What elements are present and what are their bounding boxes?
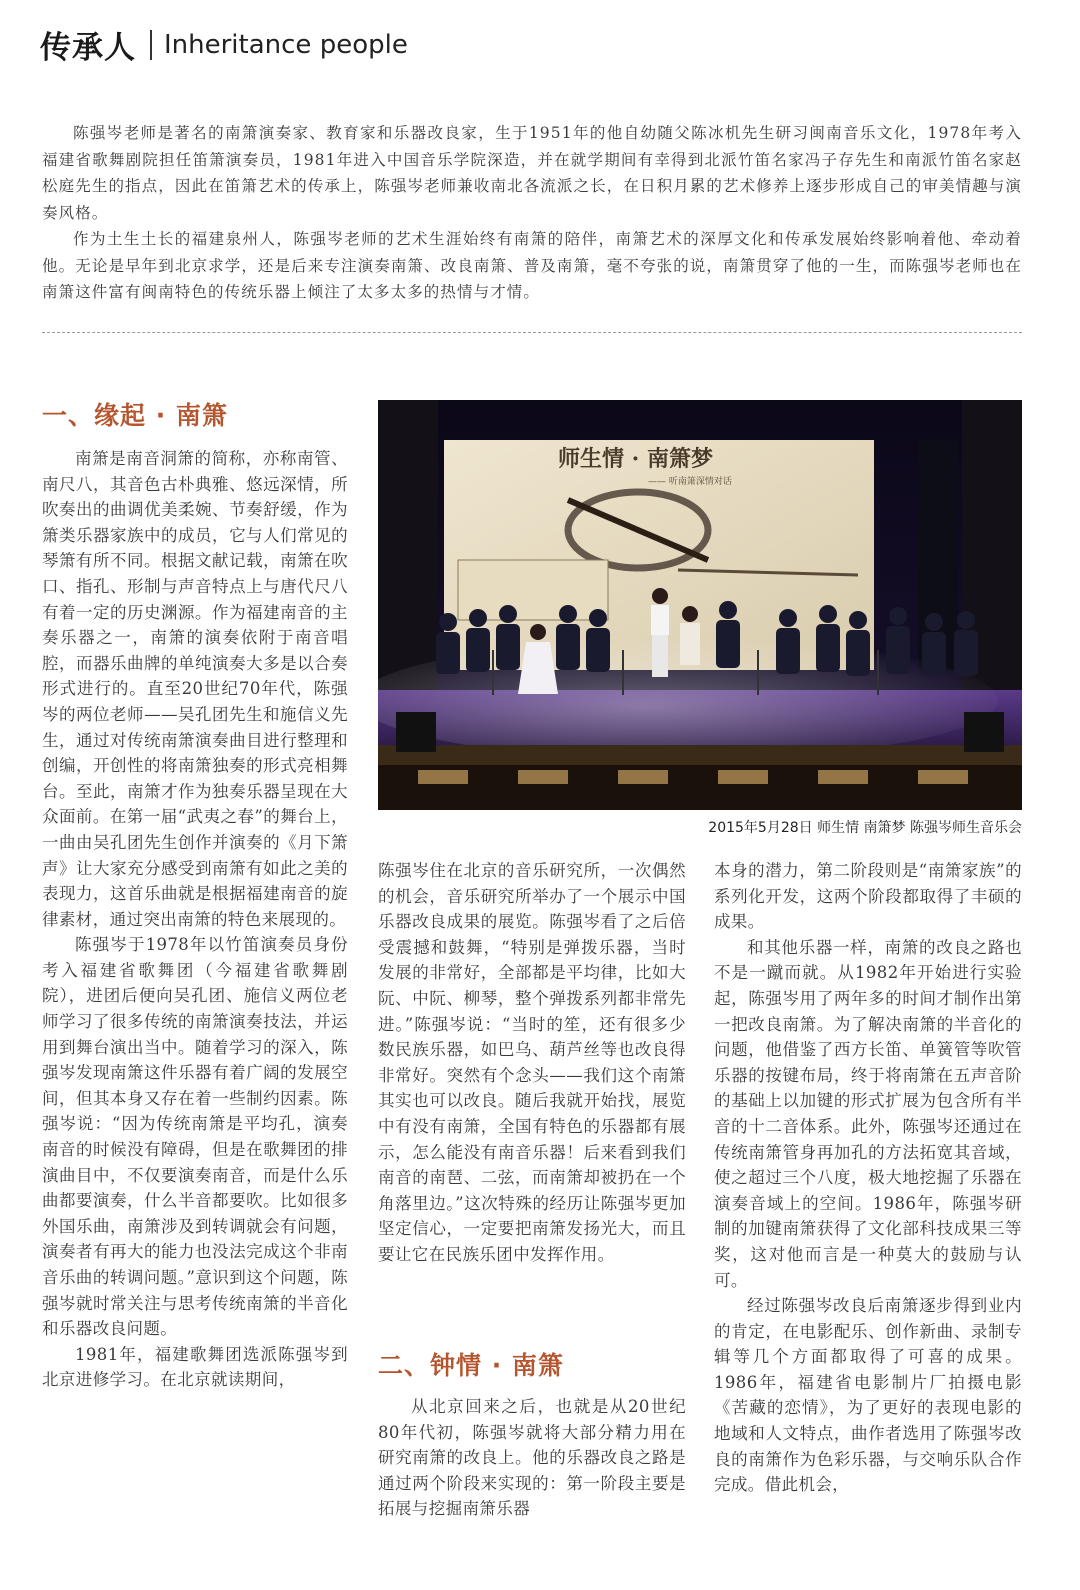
- body-paragraph: 本身的潜力，第二阶段则是“南箫家族”的系列化开发，这两个阶段都取得了丰硕的成果。: [714, 861, 1022, 932]
- body-paragraph: 从北京回来之后，也就是从20世纪80年代初，陈强岑就将大部分精力用在研究南箫的改良上。他的乐器改良之路是通过两个阶段来实现的：第一阶段主要是拓展与挖掘南箫乐器: [378, 1397, 686, 1519]
- header-separator: [150, 30, 152, 60]
- column-1: [42, 446, 348, 1536]
- dashed-divider: [42, 332, 1022, 333]
- photo-caption: 2015年5月28日 师生情 南箫梦 陈强岑师生音乐会: [708, 820, 1022, 836]
- intro-block: [42, 120, 1022, 306]
- header-title-en: Inheritance people: [164, 29, 408, 60]
- concert-photo-illustration: [378, 400, 1022, 810]
- column-2-section-2: [378, 1394, 686, 1534]
- body-paragraph: 经过陈强岑改良后南箫逐步得到业内的肯定，在电影配乐、创作新曲、录制专辑等几个方面都取得了可喜的成果。1986年，福建省电影制片厂拍摄电影《苦藏的恋情》，为了更好的表现电影的地域和人文特点，曲作者选用了陈强岑改良的南箫作为色彩乐器，与交响乐队合作完成。借此机会，: [714, 1296, 1022, 1495]
- body-paragraph: 陈强岑于1978年以竹笛演奏员身份考入福建省歌舞团（今福建省歌舞剧院），进团后便向吴孔团、施信义两位老师学习了很多传统的南箫演奏技法，并运用到舞台演出当中。随着学习的深入，陈强岑发现南箫这件乐器有着广阔的发展空间，但其本身又存在着一些制约因素。陈强岑说：“因为传统南箫是平均孔，演奏南音的时候没有障碍，但是在歌舞团的排演曲目中，不仅要演奏南音，而是什么乐曲都要演奏，什么半音都要吹。比如很多外国乐曲，南箫涉及到转调就会有问题，演奏者有再大的能力也没法完成这个非南音乐曲的转调问题。”意识到这个问题，陈强岑就时常关注与思考传统南箫的半音化和乐器改良问题。: [42, 935, 348, 1339]
- body-paragraph: 陈强岑住在北京的音乐研究所，一次偶然的机会，音乐研究所举办了一个展示中国乐器改良成果的展览。陈强岑看了之后倍受震撼和鼓舞，“特别是弹拨乐器，当时发展的非常好，全部都是平均律，比如大阮、中阮、柳琴，整个弹拨系列都非常先进。”陈强岑说：“当时的笙，还有很多少数民族乐器，如巴乌、葫芦丝等也改良得非常好。突然有个念头——我们这个南箫其实也可以改良。随后我就开始找，展览中有没有南箫，全国有特色的乐器都有展示，怎么能没有南音乐器！后来看到我们南音的南琶、二弦，而南箫却被扔在一个角落里边。”这次特殊的经历让陈强岑更加坚定信心，一定要把南箫发扬光大，而且要让它在民族乐团中发挥作用。: [378, 861, 686, 1264]
- body-paragraph: 南箫是南音洞箫的简称，亦称南管、南尺八，其音色古朴典雅、悠远深情，所吹奏出的曲调优美柔婉、节奏舒缓，作为箫类乐器家族中的成员，它与人们常见的琴箫有所不同。根据文献记载，南箫在吹口、指孔、形制与声音特点上与唐代尺八有着一定的历史渊源。作为福建南音的主奏乐器之一，南箫的演奏依附于南音唱腔，而器乐曲牌的单纯演奏大多是以合奏形式进行的。直至20世纪70年代，陈强岑的两位老师——吴孔团先生和施信义先生，通过对传统南箫演奏曲目进行整理和创编，开创性的将南箫独奏的形式亮相舞台。至此，南箫才作为独奏乐器呈现在大众面前。在第一届“武夷之春”的舞台上，一曲由吴孔团先生创作并演奏的《月下箫声》让大家充分感受到南箫有如此之美的表现力，这首乐曲就是根据福建南音的旋律素材，通过突出南箫的特色来展现的。: [42, 449, 348, 929]
- screen-title: 师生情 · 南箫梦: [558, 446, 713, 472]
- body-paragraph: 和其他乐器一样，南箫的改良之路也不是一蹴而就。从1982年开始进行实验起，陈强岑用了两年多的时间才制作出第一把改良南箫。为了解决南箫的半音化的问题，他借鉴了西方长笛、单簧管等吹管乐器的按键布局，终于将南箫在五声音阶的基础上以加键的形式扩展为包含所有半音的十二音体系。此外，陈强岑还通过在传统南箫管身再加孔的方法拓宽其音域，使之超过三个八度，极大地挖掘了乐器在演奏音域上的空间。1986年，陈强岑研制的加键南箫获得了文化部科技成果三等奖，这对他而言是一种莫大的鼓励与认可。: [714, 937, 1022, 1290]
- body-paragraph: 1981年，福建歌舞团选派陈强岑到北京进修学习。在北京就读期间，: [42, 1344, 348, 1390]
- intro-paragraph: 陈强岑老师是著名的南箫演奏家、教育家和乐器改良家，生于1951年的他自幼随父陈冰机先生研习闽南音乐文化，1978年考入福建省歌舞剧院担任笛箫演奏员，1981年进入中国音乐学院深造，并在就学期间有幸得到北派竹笛名家冯子存先生和南派竹笛名家赵松庭先生的指点，因此在笛箫艺术的传承上，陈强岑老师兼收南北各流派之长，在日积月累的艺术修养上逐步形成自己的审美情趣与演奏风格。: [42, 124, 1022, 222]
- column-2: [378, 858, 686, 1328]
- page-header: [40, 22, 408, 67]
- column-3: [714, 858, 1022, 1534]
- section-title-2: 二、钟情 · 南箫: [378, 1351, 564, 1380]
- screen-subtitle: —— 听南箫深情对话: [648, 477, 732, 487]
- section-title-1: 一、缘起 · 南箫: [42, 401, 228, 430]
- intro-paragraph: 作为土生土长的福建泉州人，陈强岑老师的艺术生涯始终有南箫的陪伴，南箫艺术的深厚文化和传承发展始终影响着他、牵动着他。无论是早年到北京求学，还是后来专注演奏南箫、改良南箫、普及南箫，毫不夸张的说，南箫贯穿了他的一生，而陈强岑老师也在南箫这件富有闽南特色的传统乐器上倾注了太多太多的热情与才情。: [42, 230, 1022, 301]
- concert-photo: [378, 400, 1022, 810]
- header-title-cn: 传承人: [40, 30, 136, 66]
